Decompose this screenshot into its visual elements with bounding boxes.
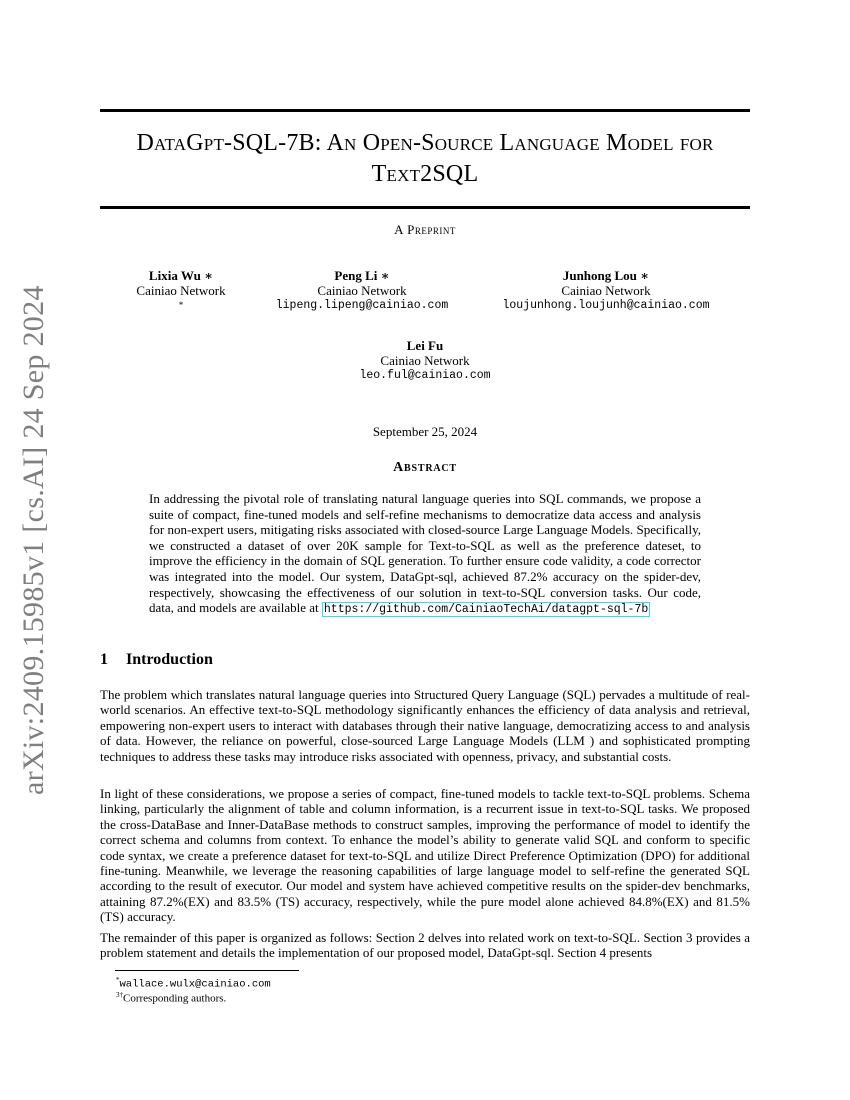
author-block [486,268,726,313]
author-affiliation: Cainiao Network [561,283,651,298]
title-top-rule [100,109,750,112]
arxiv-watermark: arXiv:2409.15985v1 [cs.AI] 24 Sep 2024 [17,285,50,795]
section-number: 1 [100,651,108,668]
intro-paragraph: The remainder of this paper is organized as follows: Section 2 delves into related work on text-to-SQL. Section 3 provides a problem statement and details the implementation of our proposed model, DataGpt-sql. Section 4 presents [100,930,750,961]
preprint-label: A Preprint [394,222,456,237]
author-email[interactable]: loujunhong.loujunh@cainiao.com [502,299,710,312]
author-name: Lei Fu [406,338,444,353]
section-title: Introduction [126,651,213,668]
footnote-text: Corresponding authors. [123,992,227,1005]
author-email[interactable]: leo.ful@cainiao.com [359,369,491,382]
author-block [106,268,256,313]
abstract-heading: Abstract [393,460,457,475]
intro-paragraph: The problem which translates natural language queries into Structured Query Language (SQL) pervades a multitude of real-world scenarios. An effective text-to-SQL methodology significantly enhances the efficiency of data analysis and retrieval, empowering non-expert users to interact with databases through their native language, democratizing access to and analysis of data. However, the reliance on powerful, close-sourced Large Language Models (LLM ) and sophisticated prompting techniques to address these tasks may introduce risks associated with openness, privacy, and substantial costs. [100,687,750,764]
author-affiliation: Cainiao Network [317,283,407,298]
abstract-body [149,491,701,618]
author-name: Junhong Lou ∗ [562,268,650,283]
footnote [116,989,226,1006]
author-name: Peng Li ∗ [334,268,390,283]
paper-date: September 25, 2024 [372,424,478,439]
footnote-mark: 3† [116,991,123,999]
footnote-rule [115,970,299,971]
author-affiliation: Cainiao Network [380,353,470,368]
footnote-mark: * [116,976,120,984]
title-line-1: DataGpt-SQL-7B: An Open-Source Language Model for [136,130,714,156]
author-block [325,338,525,383]
paper-title [100,128,750,190]
author-email-mark: * [178,300,184,310]
abstract-text: In addressing the pivotal role of translating natural language queries into SQL commands, we propose a suite of compact, fine-tuned models and self-refine mechanisms to democratize data access and analysis for non-expert users, mitigating risks associated with closed-source Large Language Models. Specifically, we constructed a dataset of over 20K sample for Text-to-SQL as well as the preference dateset, to improve the efficiency in the domain of SQL generation. To further ensure code validity, a code corrector was integrated into the model. Our system, DataGpt-sql, achieved 87.2% accuracy on the spider-dev, respectively, showcasing the effectiveness of our solution in text-to-SQL conversion tasks. Our code, data, and models are available at [149,491,701,616]
author-block [262,268,462,313]
intro-paragraph: In light of these considerations, we propose a series of compact, fine-tuned models to tackle text-to-SQL problems. Schema linking, particularly the alignment of table and column information, is a recurrent issue in text-to-SQL tasks. We proposed the cross-DataBase and Inner-DataBase methods to construct samples, improving the performance of model to identify the correct schema and columns from context. To enhance the model’s ability to generate valid SQL and conform to specific code syntax, we create a preference dataset for text-to-SQL and utilize Direct Preference Optimization (DPO) for additional fine-tuning. Meanwhile, we leverage the reasoning capabilities of large language model to self-refine the generated SQL according to the result of executor. Our model and system have achieved competitive results on the spider-dev benchmarks, attaining 87.2%(EX) and 83.5% (TS) accuracy, respectively, while the pure model alone achieved 84.8%(EX) and 81.5%(TS) accuracy. [100,786,750,925]
footnote-email[interactable]: wallace.wulx@cainiao.com [119,978,271,991]
author-email[interactable]: lipeng.lipeng@cainiao.com [275,299,449,312]
title-bottom-rule [100,206,750,209]
author-affiliation: Cainiao Network [136,283,226,298]
author-name: Lixia Wu ∗ [148,268,214,283]
section-heading [100,651,213,669]
code-repository-link[interactable]: https://github.com/CainiaoTechAi/datagpt-sql-7b [323,603,649,617]
title-line-2: Text2SQL [371,161,479,187]
